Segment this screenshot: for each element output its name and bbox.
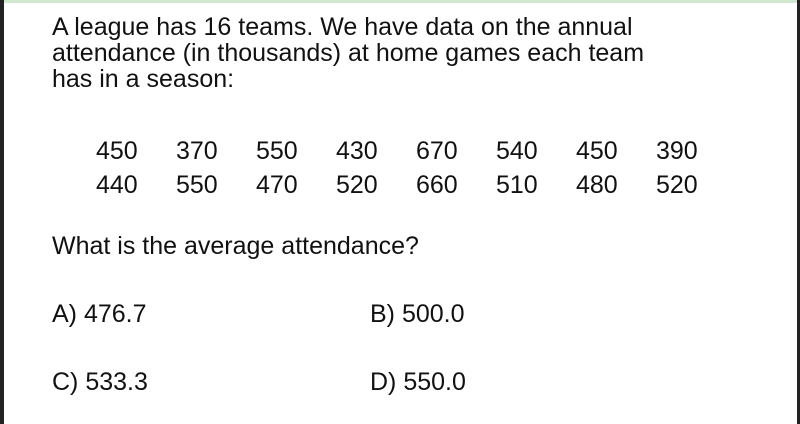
data-cell: 430 (336, 136, 378, 165)
left-border (0, 0, 4, 424)
question-line-3: has in a season: (52, 65, 235, 93)
data-row-1 (96, 134, 736, 168)
data-cell: 550 (176, 170, 218, 199)
question-line-1: A league has 16 teams. We have data on the annual (52, 13, 633, 41)
data-cell: 540 (496, 136, 538, 165)
data-cell: 520 (656, 170, 698, 199)
question-line-2: attendance (in thousands) at home games each team (52, 39, 645, 67)
data-cell: 440 (96, 170, 138, 199)
data-cell: 520 (336, 170, 378, 199)
data-cell: 480 (576, 170, 618, 199)
answer-choice-b[interactable]: B) 500.0 (370, 300, 465, 328)
answer-choice-c[interactable]: C) 533.3 (52, 368, 148, 396)
data-cell: 450 (96, 136, 138, 165)
data-cell: 670 (416, 136, 458, 165)
question-text (52, 14, 772, 92)
data-cell: 470 (256, 170, 298, 199)
data-cell: 550 (256, 136, 298, 165)
attendance-data-table (96, 134, 736, 202)
data-cell: 660 (416, 170, 458, 199)
data-cell: 450 (576, 136, 618, 165)
answer-choice-a[interactable]: A) 476.7 (52, 300, 147, 328)
data-row-2 (96, 168, 736, 202)
top-border (0, 0, 800, 3)
data-cell: 510 (496, 170, 538, 199)
data-cell: 390 (656, 136, 698, 165)
answer-choice-d[interactable]: D) 550.0 (370, 368, 466, 396)
question-prompt: What is the average attendance? (52, 232, 419, 260)
data-cell: 370 (176, 136, 218, 165)
